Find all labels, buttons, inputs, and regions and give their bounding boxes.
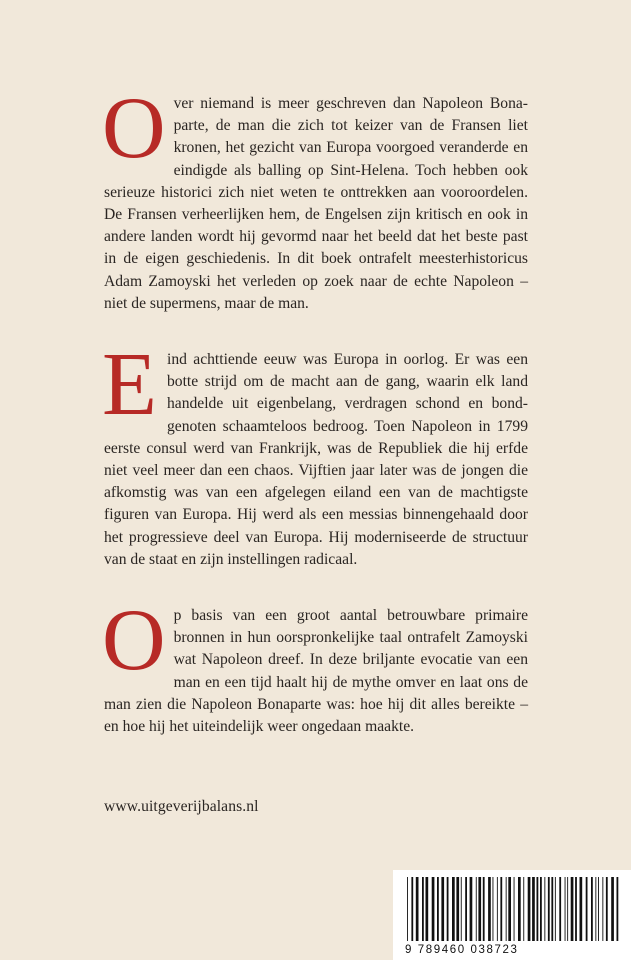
barcode-bar: [567, 877, 568, 941]
paragraph-text: ind achttiende eeuw was Europa in oorlog. Er was een botte strijd om de macht aan de gang, waarin elk land handelde uit eigenbelang, verdragen schond en bondgenoten schaamteloos bedroog. Toen Napoleon in 1799 eerste consul werd van Frankrijk, was de Republiek die hij erfde niet veel meer dan een chaos. Vijftien jaar later was de jongen die afkomstig was van een afgelegen eiland een van de machtigste figuren van Europa. Hij werd als een messias binnengehaald door het progressieve deel van Europa. Hij moderniseerde de structuur van de staat en zijn instellingen radicaal.: [104, 351, 528, 568]
barcode-bar: [580, 877, 583, 941]
barcode-bar: [523, 877, 524, 941]
barcode-bar: [483, 877, 485, 941]
dropcap-letter: E: [102, 335, 157, 434]
isbn-barcode: [393, 870, 631, 960]
barcode-bar: [611, 877, 614, 941]
paragraph-text: ver niemand is meer geschreven dan Napoleon Bonaparte, de man die zich tot keizer van de Fransen liet kronen, het gezicht van Europa voorgoed veranderde en eindigde als balling op Sint-Helena. Toch hebben ook serieuze historici zich niet weten te onttrekken aan vooroordelen. De Fransen verheerlijken hem, de Engelsen zijn kritisch en ook in andere landen wordt hij gevormd naar het beeld dat het beste past in de eigen geschiedenis. In dit boek ontrafelt meesterhistoricus Adam Zamoyski het verleden op zoek naar de echte Napoleon – niet de supermens, maar de man.: [104, 95, 528, 312]
barcode-bar: [465, 877, 467, 941]
barcode-bar: [452, 877, 455, 941]
barcode-bar: [540, 877, 542, 941]
paragraph-text: p basis van een groot aantal betrouwbare primaire bronnen in hun oorspronkelijke taal ontrafelt Zamoyski wat Napoleon dreef. In deze briljante evocatie van een man en een tijd haalt hij de mythe omver en laat ons de man zien die Napoleon Bonaparte was: hoe hij dit alles bereikte – en hoe hij het uiteindelijk weer ongedaan maakte.: [104, 607, 528, 736]
dropcap-letter: O: [102, 592, 166, 689]
barcode-bar: [606, 877, 608, 941]
barcode-bar: [461, 877, 462, 941]
barcode-bar: [422, 877, 424, 941]
barcode-bar: [602, 877, 603, 941]
barcode-bar: [544, 877, 545, 941]
blurb-paragraph-2: [102, 335, 528, 571]
barcode-bar: [548, 877, 550, 941]
barcode-bar: [493, 877, 494, 941]
barcode-bar: [617, 877, 619, 941]
publisher-website-link[interactable]: www.uitgeverijbalans.nl: [104, 798, 259, 815]
barcode-bar: [559, 877, 561, 941]
barcode-bar: [416, 877, 419, 941]
dropcap-letter: O: [102, 80, 166, 177]
barcode-bar: [555, 877, 556, 941]
barcode-bar: [518, 877, 521, 941]
barcode-bar: [586, 877, 588, 941]
barcode-bar: [437, 877, 439, 941]
barcode-bar: [447, 877, 449, 941]
barcode-bar: [456, 877, 459, 941]
barcode-bar: [432, 877, 435, 941]
barcode-bar: [537, 877, 539, 941]
barcode-bar: [411, 877, 413, 941]
isbn-number: 9 789460 038723: [405, 944, 519, 956]
blurb-paragraph-1: [102, 80, 528, 315]
barcode-bar: [565, 877, 566, 941]
barcode-bar: [508, 877, 511, 941]
barcode-bar: [575, 877, 577, 941]
barcode-bar: [514, 877, 515, 941]
barcode-bar: [426, 877, 429, 941]
barcode-bar: [551, 877, 553, 941]
barcode-bar: [476, 877, 477, 941]
barcode-bar: [488, 877, 491, 941]
barcode-bar: [506, 877, 507, 941]
barcode-bar: [591, 877, 593, 941]
barcode-bars: [405, 877, 619, 943]
barcode-bar: [528, 877, 531, 941]
barcode-bar: [571, 877, 574, 941]
barcode-bar: [532, 877, 535, 941]
barcode-bar: [595, 877, 596, 941]
barcode-bar: [441, 877, 444, 941]
blurb-paragraph-3: [102, 592, 528, 738]
barcode-bar: [478, 877, 481, 941]
barcode-bar: [470, 877, 473, 941]
barcode-bar: [497, 877, 498, 941]
barcode-bar: [598, 877, 599, 941]
barcode-bar: [500, 877, 502, 941]
barcode-bar: [407, 877, 408, 941]
